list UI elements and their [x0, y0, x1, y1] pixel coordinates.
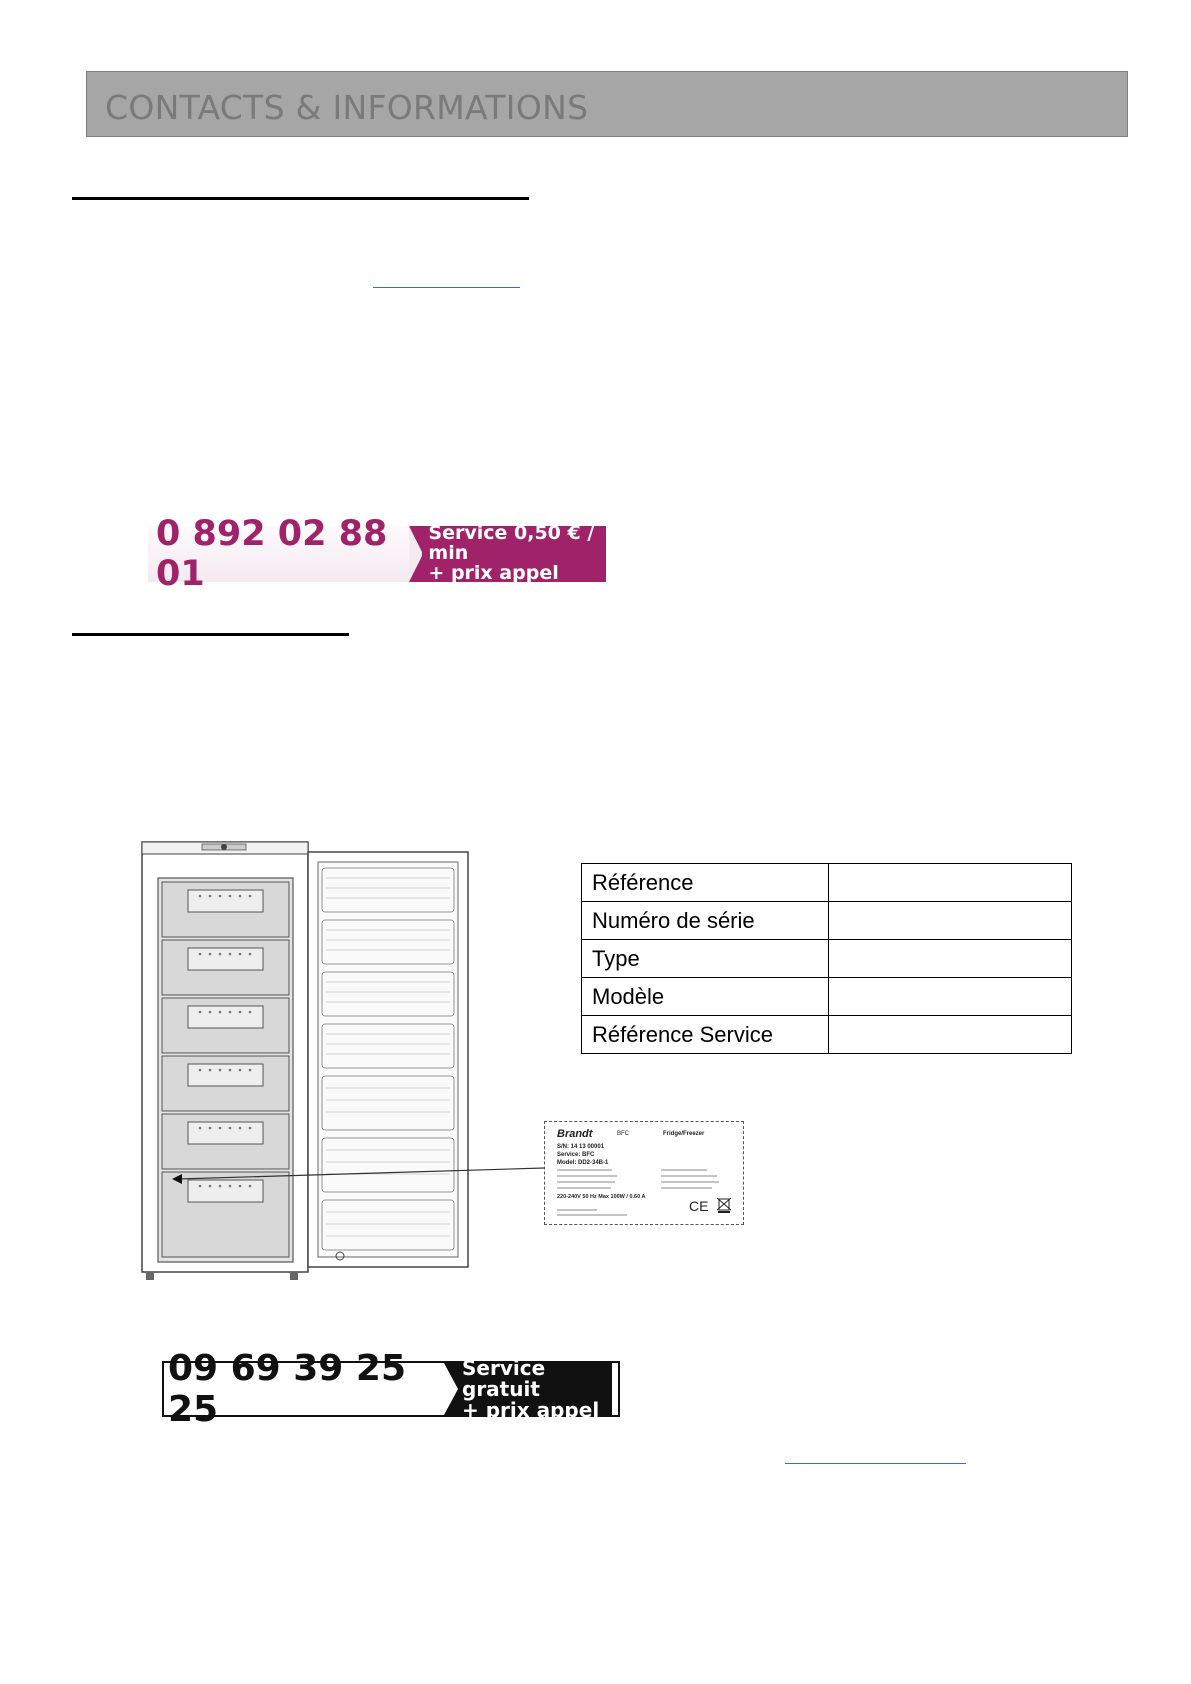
free-phone-tag	[458, 1355, 612, 1422]
premium-tag-line1: Service 0,50 € / min	[428, 522, 595, 565]
table-row	[582, 978, 1072, 1016]
premium-phone-badge	[148, 514, 606, 594]
free-tag-line2: + prix appel	[462, 1397, 600, 1422]
table-cell-label: Modèle	[582, 978, 829, 1016]
nameplate-category: Fridge/Freezer	[663, 1131, 705, 1137]
free-tag-line1: Service gratuit	[462, 1355, 546, 1401]
chevron-arrow-icon	[444, 1363, 458, 1415]
pointer-arrow-icon	[168, 1160, 546, 1184]
premium-tag-line2: + prix appel	[428, 561, 559, 584]
table-cell-value[interactable]	[829, 940, 1072, 978]
freezer-illustration	[140, 838, 478, 1284]
nameplate-code: BFC	[617, 1131, 629, 1137]
table-row	[582, 940, 1072, 978]
hyperlink-underline-2[interactable]	[785, 1463, 966, 1464]
table-cell-label: Type	[582, 940, 829, 978]
table-cell-value[interactable]	[829, 902, 1072, 940]
table-row	[582, 902, 1072, 940]
table-cell-value[interactable]	[829, 864, 1072, 902]
table-row	[582, 1016, 1072, 1054]
table-cell-label: Numéro de série	[582, 902, 829, 940]
banner-title: CONTACTS & INFORMATIONS	[105, 88, 589, 127]
free-phone-badge	[162, 1348, 620, 1430]
premium-phone-number[interactable]: 0 892 02 88 01	[148, 526, 409, 582]
rating-nameplate	[544, 1121, 744, 1225]
table-cell-value[interactable]	[829, 978, 1072, 1016]
heading-underline-1	[72, 197, 529, 200]
recycle-bin-icon	[717, 1196, 731, 1214]
nameplate-service: Service: BFC	[557, 1152, 595, 1158]
heading-underline-2	[72, 633, 349, 636]
premium-phone-tag	[422, 522, 606, 584]
hyperlink-underline-1[interactable]	[373, 287, 520, 288]
table-cell-label: Référence Service	[582, 1016, 829, 1054]
nameplate-power: 220-240V 50 Hz Max 100W / 0.60 A	[557, 1194, 646, 1200]
nameplate-serial: S/N: 14 13 00001	[557, 1144, 605, 1150]
table-cell-label: Référence	[582, 864, 829, 902]
nameplate-model: Model: DD2-34B-1	[557, 1160, 609, 1166]
chevron-arrow-icon	[409, 526, 423, 582]
free-phone-number[interactable]: 09 69 39 25 25	[164, 1363, 444, 1415]
ce-mark-icon: CE	[689, 1198, 709, 1214]
table-row	[582, 864, 1072, 902]
section-banner	[86, 71, 1128, 137]
table-cell-value[interactable]	[829, 1016, 1072, 1054]
nameplate-brand: Brandt	[557, 1128, 593, 1140]
reference-table	[581, 863, 1072, 1054]
